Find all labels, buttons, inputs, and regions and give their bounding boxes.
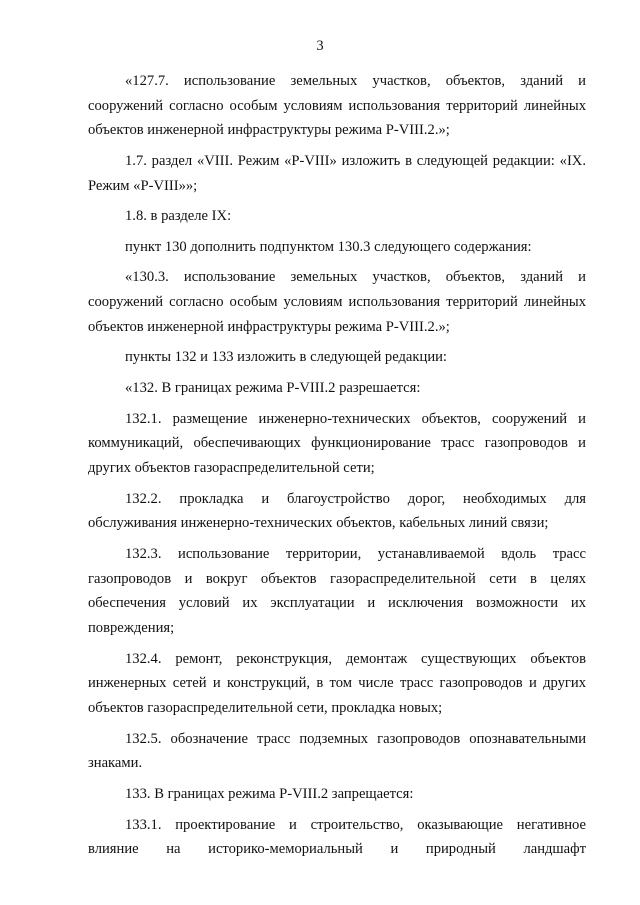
paragraph-132-3: 132.3. использование территории, устанавливаемой вдоль трасс газопроводов и вокруг объектов газораспределительной сети в целях обеспечения условий их эксплуатации и исключения возможности их повреждения; [88,545,586,637]
paragraph-133-1: 133.1. проектирование и строительство, оказывающие негативное влияние на историко-мемориальный и природный ландшафт [88,816,586,858]
paragraph-130-3: «130.3. использование земельных участков, объектов, зданий и сооружений согласно особым условиям использования территорий линейных объектов инженерной инфраструктуры режима Р-VIII.2.»; [88,269,586,335]
paragraph-point-130: пункт 130 дополнить подпунктом 130.3 следующего содержания: [125,238,532,255]
paragraph-132-1: 132.1. размещение инженерно-технических объектов, сооружений и коммуникаций, обеспечивающих функционирование трасс газопроводов и других объектов газораспределительной сети; [88,410,586,477]
paragraph-132-2: 132.2. прокладка и благоустройство дорог, необходимых для обслуживания инженерно-технических объектов, кабельных линий связи; [88,490,586,532]
paragraph-133: 133. В границах режима Р-VIII.2 запрещается: [125,785,414,802]
paragraph-1-8: 1.8. в разделе IX: [125,208,232,225]
paragraph-132-4: 132.4. ремонт, реконструкция, демонтаж существующих объектов инженерных сетей и конструкций, в том числе трасс газопроводов и других объектов газораспределительной сети, прокладка новых; [88,650,586,717]
page-number: 3 [316,38,324,54]
paragraph-127-7: «127.7. использование земельных участков, объектов, зданий и сооружений согласно особым условиям использования территорий линейных объектов инженерной инфраструктуры режима Р-VIII.2.»; [88,73,586,139]
paragraph-points-132-133: пункты 132 и 133 изложить в следующей редакции: [125,349,447,366]
paragraph-132: «132. В границах режима Р-VIII.2 разрешается: [125,380,421,397]
paragraph-132-5: 132.5. обозначение трасс подземных газопроводов опознавательными знаками. [88,730,586,772]
paragraph-1-7: 1.7. раздел «VIII. Режим «Р-VIII» изложить в следующей редакции: «IX. Режим «Р-VIII»»; [88,153,586,194]
document-body [88,69,586,868]
